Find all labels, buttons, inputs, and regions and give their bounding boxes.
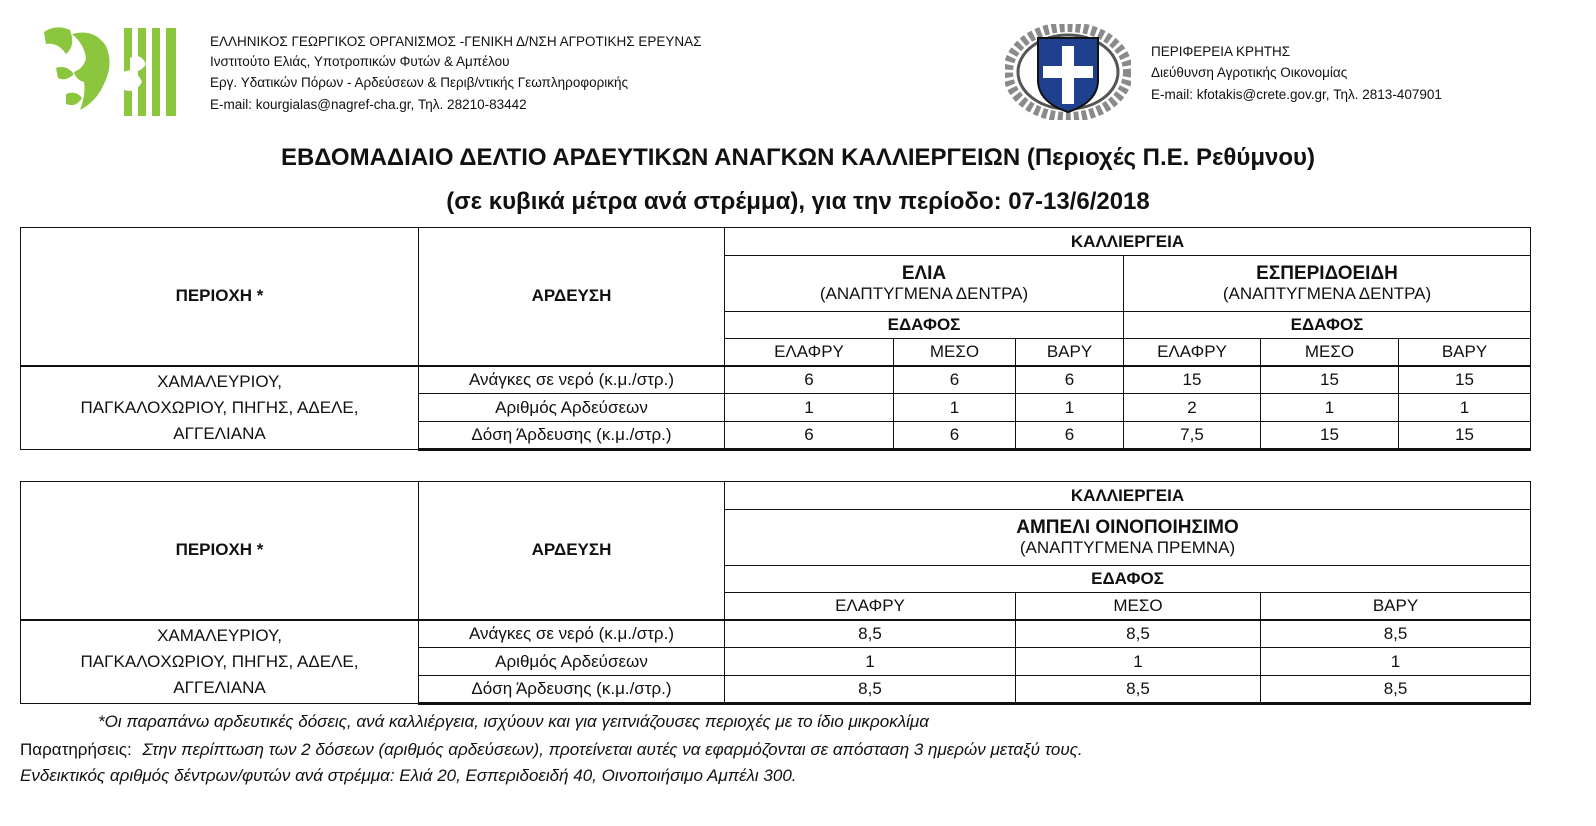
table-cell: 1 (1016, 394, 1124, 422)
row-label: Ανάγκες σε νερό (κ.μ./στρ.) (419, 620, 725, 648)
area-header: ΠΕΡΙΟΧΗ * (21, 228, 419, 366)
area-line-1: ΧΑΜΑΛΕΥΡΙΟΥ, (157, 371, 282, 391)
area-cell (21, 366, 419, 450)
table-cell: 1 (1261, 394, 1399, 422)
soil-type: ΕΛΑΦΡΥ (725, 593, 1016, 620)
row-label: Δόση Άρδευσης (κ.μ./στρ.) (419, 676, 725, 704)
table-cell: 8,5 (1261, 676, 1531, 704)
table-cell: 8,5 (1016, 620, 1261, 648)
irrigation-header: ΑΡΔΕΥΣΗ (419, 482, 725, 620)
trees-per-stremma-note: Ενδεικτικός αριθμός δέντρων/φυτών ανά στρέμμα: Ελιά 20, Εσπεριδοειδή 40, Οινοποιήσιμο Αμπέλι 300. (20, 766, 797, 785)
irrigation-header: ΑΡΔΕΥΣΗ (419, 228, 725, 366)
table-cell: 6 (725, 422, 894, 450)
area-line-3: ΑΓΓΕΛΙΑΝΑ (173, 677, 266, 697)
soil-header-citrus: ΕΔΑΦΟΣ (1124, 312, 1531, 339)
left-header-line-2: Ινστιτούτο Ελιάς, Υποτροπικών Φυτών & Αμπέλου (210, 54, 510, 69)
table-cell: 6 (1016, 366, 1124, 394)
table-cell: 8,5 (1261, 620, 1531, 648)
table-cell: 1 (725, 648, 1016, 676)
elgo-demeter-logo-icon (36, 24, 182, 118)
crop-vineyard-sub: (ΑΝΑΠΤΥΓΜΕΝΑ ΠΡΕΜΝΑ) (1019, 537, 1236, 557)
row-label: Αριθμός Αρδεύσεων (419, 648, 725, 676)
irrigation-table-vineyard (20, 481, 1531, 705)
crop-vineyard-cell (725, 510, 1531, 566)
table-cell: 8,5 (725, 620, 1016, 648)
greek-state-emblem-icon (1005, 24, 1131, 120)
crop-olive-sub: (ΑΝΑΠΤΥΓΜΕΝΑ ΔΕΝΤΡΑ) (819, 283, 1029, 303)
table-cell: 1 (1399, 394, 1531, 422)
area-cell (21, 620, 419, 704)
table-cell: 15 (1261, 422, 1399, 450)
table-cell: 15 (1261, 366, 1399, 394)
table-cell: 1 (894, 394, 1016, 422)
right-header-email: E-mail: kfotakis@crete.gov.gr, Τηλ. 2813-407901 (1151, 87, 1442, 102)
row-label: Ανάγκες σε νερό (κ.μ./στρ.) (419, 366, 725, 394)
crop-header: ΚΑΛΛΙΕΡΓΕΙΑ (725, 482, 1531, 510)
table-cell: 15 (1399, 366, 1531, 394)
table-cell: 1 (1261, 648, 1531, 676)
soil-type: ΕΛΑΦΡΥ (1124, 339, 1261, 366)
table-cell: 6 (894, 366, 1016, 394)
row-label: Δόση Άρδευσης (κ.μ./στρ.) (419, 422, 725, 450)
crop-citrus-name: ΕΣΠΕΡΙΔΟΕΙΔΗ (1256, 262, 1398, 284)
page-subtitle: (σε κυβικά μέτρα ανά στρέμμα), για την περίοδο: 07-13/6/2018 (446, 188, 1150, 215)
table-cell: 15 (1124, 366, 1261, 394)
crop-citrus-sub: (ΑΝΑΠΤΥΓΜΕΝΑ ΔΕΝΤΡΑ) (1222, 283, 1432, 303)
table-cell: 6 (1016, 422, 1124, 450)
soil-header-vineyard: ΕΔΑΦΟΣ (725, 566, 1531, 593)
remarks (20, 740, 1083, 760)
table-cell: 15 (1399, 422, 1531, 450)
irrigation-table-olive-citrus (20, 227, 1531, 451)
soil-header-olive: ΕΔΑΦΟΣ (725, 312, 1124, 339)
left-header-line-3: Εργ. Υδατικών Πόρων - Αρδεύσεων & Περιβ/ντικής Γεωπληροφορικής (210, 75, 629, 90)
crop-olive-name: ΕΛΙΑ (901, 262, 947, 284)
area-header: ΠΕΡΙΟΧΗ * (21, 482, 419, 620)
soil-type: ΒΑΡΥ (1261, 593, 1531, 620)
row-label: Αριθμός Αρδεύσεων (419, 394, 725, 422)
table-cell: 8,5 (1016, 676, 1261, 704)
table-cell: 2 (1124, 394, 1261, 422)
crop-olive-cell (725, 256, 1124, 312)
footnote: *Οι παραπάνω αρδευτικές δόσεις, ανά καλλιέργεια, ισχύουν και για γειτνιάζουσες περιοχές με το ίδιο μικροκλίμα (98, 712, 929, 731)
table-cell: 1 (1016, 648, 1261, 676)
left-header-email: E-mail: kourgialas@nagref-cha.gr, Τηλ. 28210-83442 (210, 97, 527, 112)
crop-citrus-cell (1124, 256, 1531, 312)
soil-type: ΜΕΣΟ (894, 339, 1016, 366)
area-line-2: ΠΑΓΚΑΛΟΧΩΡΙΟΥ, ΠΗΓΗΣ, ΑΔΕΛΕ, (80, 651, 359, 671)
remarks-label: Παρατηρήσεις: (20, 740, 132, 759)
soil-type: ΒΑΡΥ (1399, 339, 1531, 366)
soil-type: ΕΛΑΦΡΥ (725, 339, 894, 366)
area-line-2: ΠΑΓΚΑΛΟΧΩΡΙΟΥ, ΠΗΓΗΣ, ΑΔΕΛΕ, (80, 397, 359, 417)
right-header-line-1: ΠΕΡΙΦΕΡΕΙΑ ΚΡΗΤΗΣ (1151, 44, 1291, 59)
remarks-text: Στην περίπτωση των 2 δόσεων (αριθμός αρδεύσεων), προτείνεται αυτές να εφαρμόζονται σε απόσταση 3 ημερών μεταξύ τους. (142, 740, 1083, 759)
soil-type: ΒΑΡΥ (1016, 339, 1124, 366)
table-cell: 6 (894, 422, 1016, 450)
area-line-1: ΧΑΜΑΛΕΥΡΙΟΥ, (157, 625, 282, 645)
crop-vineyard-name: ΑΜΠΕΛΙ ΟΙΝΟΠΟΙΗΣΙΜΟ (1016, 516, 1239, 538)
table-cell: 8,5 (725, 676, 1016, 704)
soil-type: ΜΕΣΟ (1016, 593, 1261, 620)
right-header-line-2: Διεύθυνση Αγροτικής Οικονομίας (1151, 65, 1348, 80)
table-cell: 6 (725, 366, 894, 394)
soil-type: ΜΕΣΟ (1261, 339, 1399, 366)
table-cell: 1 (725, 394, 894, 422)
page-title: ΕΒΔΟΜΑΔΙΑΙΟ ΔΕΛΤΙΟ ΑΡΔΕΥΤΙΚΩΝ ΑΝΑΓΚΩΝ ΚΑΛΛΙΕΡΓΕΙΩΝ (Περιοχές Π.Ε. Ρεθύμνου) (280, 144, 1316, 171)
crop-header: ΚΑΛΛΙΕΡΓΕΙΑ (725, 228, 1531, 256)
table-cell: 7,5 (1124, 422, 1261, 450)
area-line-3: ΑΓΓΕΛΙΑΝΑ (173, 423, 266, 443)
left-header-line-1: ΕΛΛΗΝΙΚΟΣ ΓΕΩΡΓΙΚΟΣ ΟΡΓΑΝΙΣΜΟΣ -ΓΕΝΙΚΗ Δ/ΝΣΗ ΑΓΡΟΤΙΚΗΣ ΕΡΕΥΝΑΣ (210, 34, 702, 49)
